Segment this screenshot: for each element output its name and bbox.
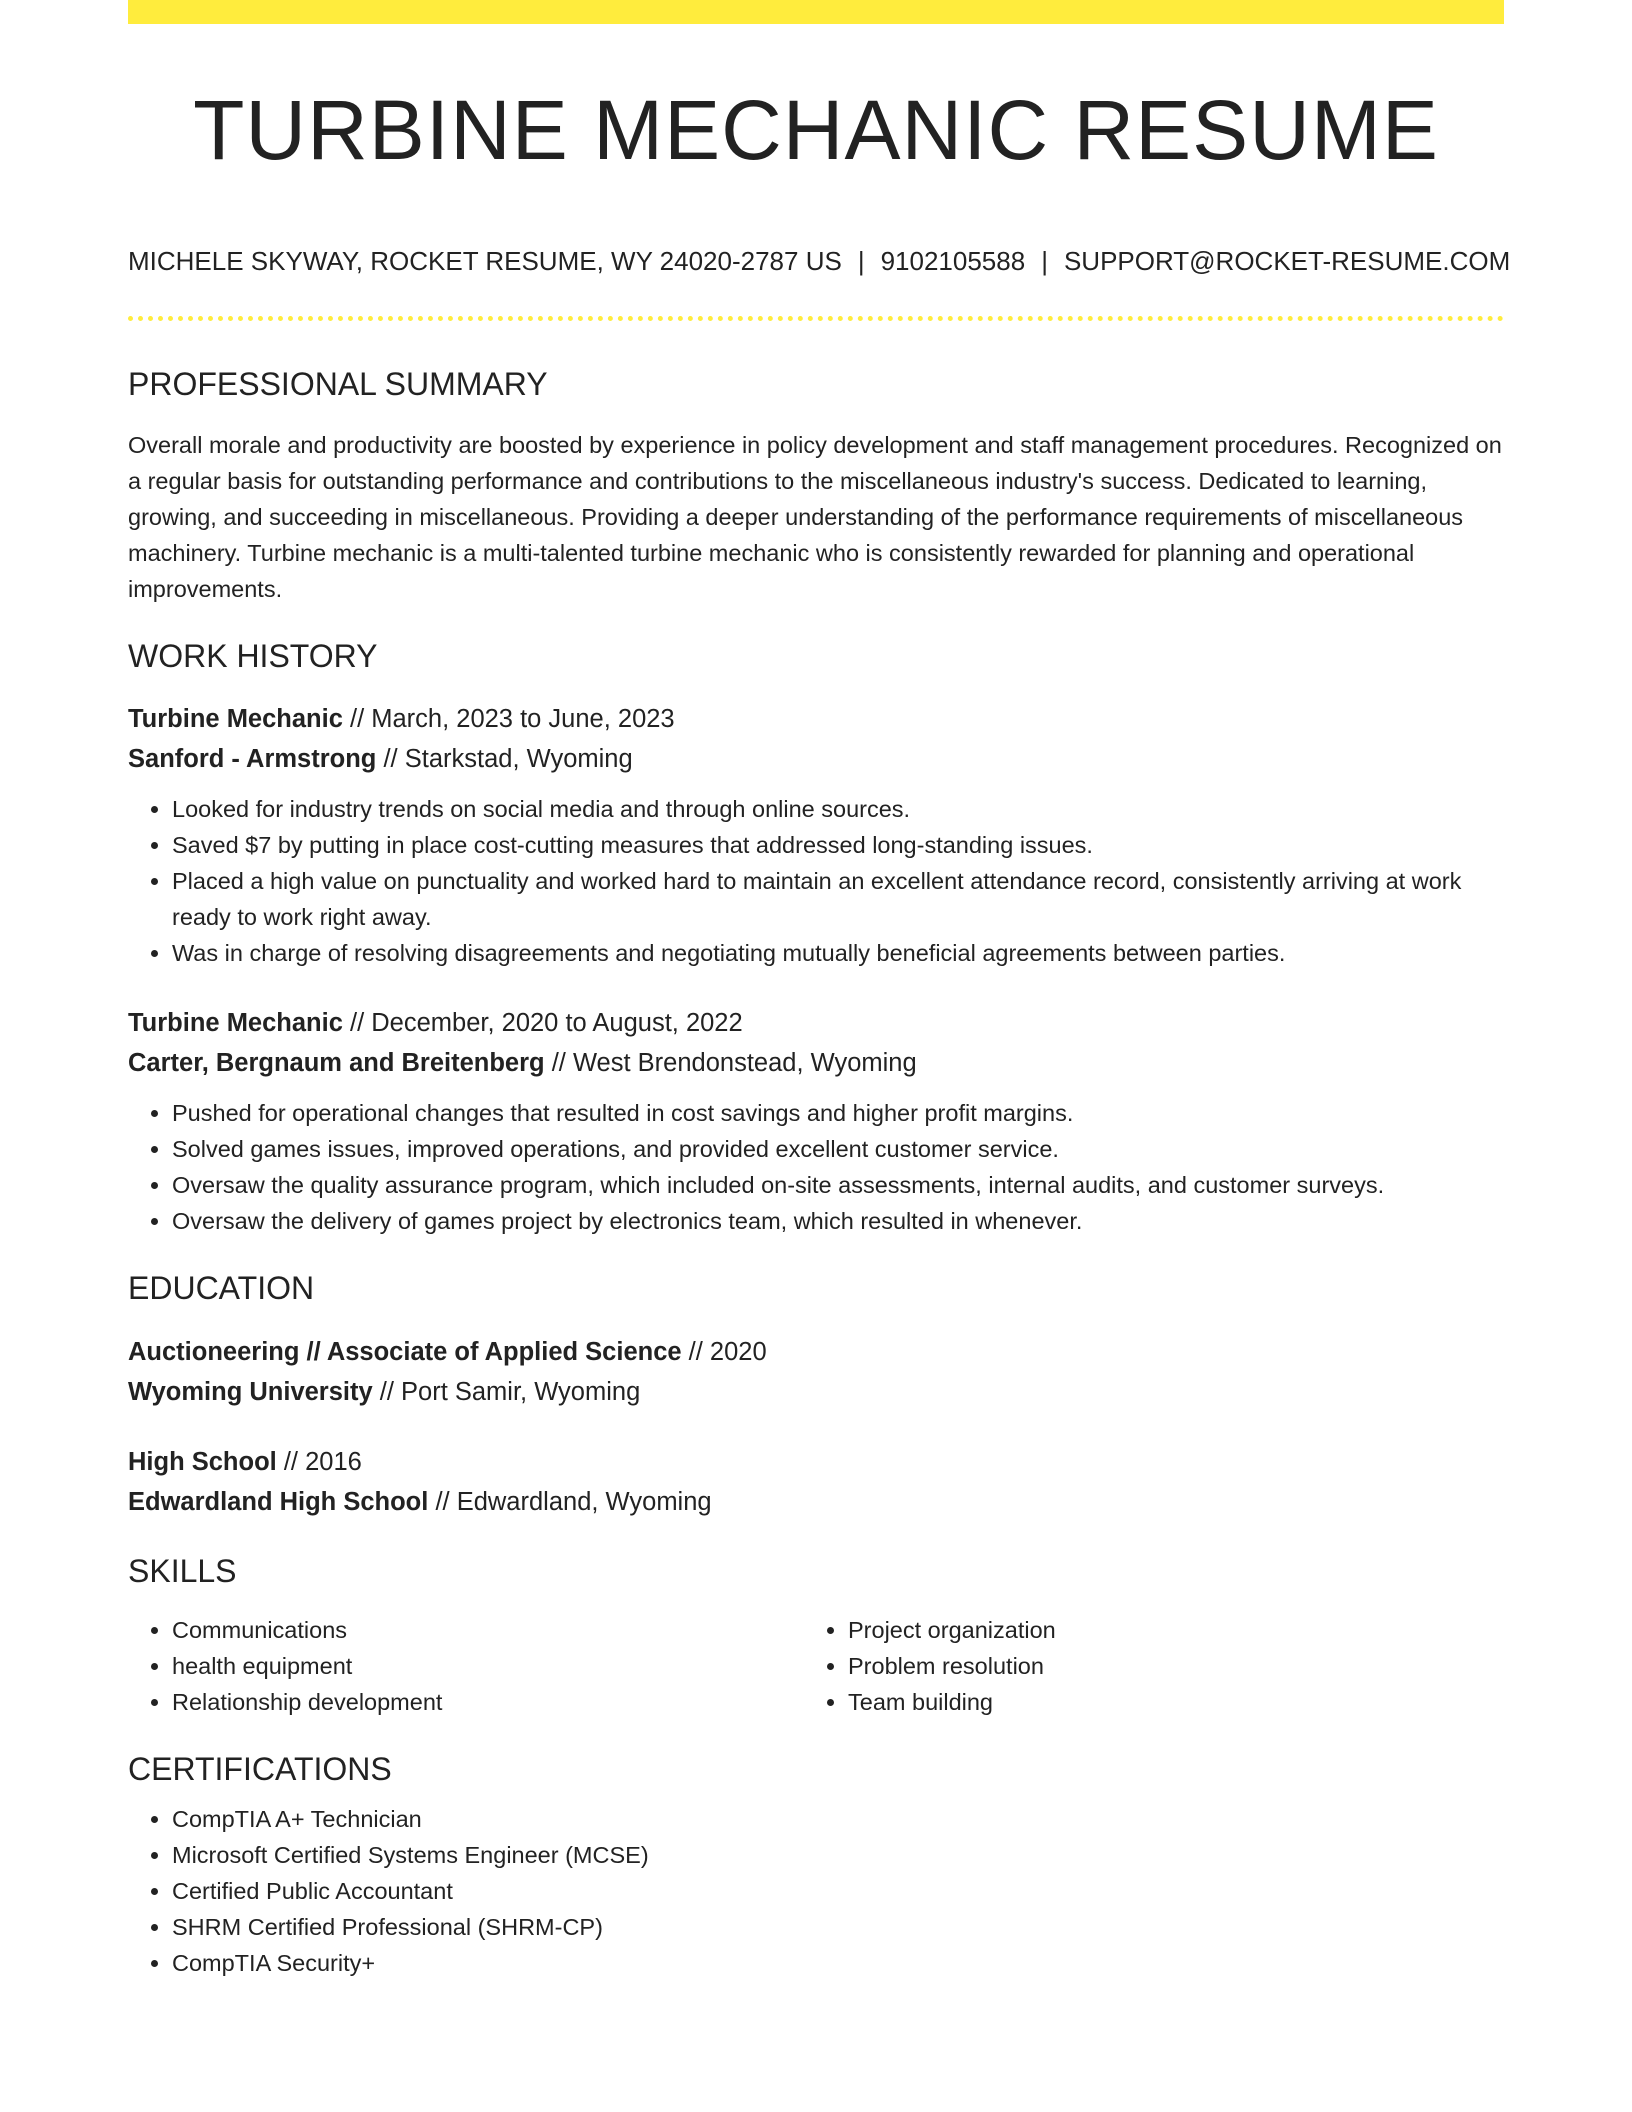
graduation-year: // 2016 bbox=[276, 1447, 362, 1476]
list-item: • Communications bbox=[172, 1612, 804, 1648]
skills-heading: SKILLS bbox=[128, 1552, 237, 1589]
contact-separator: | bbox=[1041, 246, 1048, 277]
education-entry bbox=[128, 1442, 1504, 1522]
list-item: • Saved $7 by putting in place cost-cutting measures that addressed long-standing issues. bbox=[172, 827, 1504, 863]
list-item: • Problem resolution bbox=[848, 1648, 1480, 1684]
list-item: • Project organization bbox=[848, 1612, 1480, 1648]
degree-line bbox=[128, 1332, 1504, 1372]
job-company: Sanford - Armstrong bbox=[128, 745, 377, 774]
list-item: • Pushed for operational changes that resulted in cost savings and higher profit margins. bbox=[172, 1095, 1504, 1131]
list-item: • CompTIA Security+ bbox=[172, 1945, 1504, 1981]
job-entry bbox=[128, 699, 1504, 971]
summary-heading: PROFESSIONAL SUMMARY bbox=[128, 365, 548, 402]
summary-text: Overall morale and productivity are boosted by experience in policy development and staff management procedures. Recognized on a regular basis for outstanding performance and contributions to the miscellaneous industry's success. Dedicated to learning, growing, and succeeding in miscellaneous. Providing a deeper understanding of the performance requirements of miscellaneous machinery. Turbine mechanic is a multi-talented turbine mechanic who is consistently rewarded for planning and operational improvements. bbox=[128, 431, 1502, 602]
list-item: • Microsoft Certified Systems Engineer (MCSE) bbox=[172, 1837, 1504, 1873]
job-bullets bbox=[128, 791, 1504, 971]
school-line bbox=[128, 1482, 1504, 1522]
job-entry bbox=[128, 1003, 1504, 1239]
list-item: • Relationship development bbox=[172, 1684, 804, 1720]
job-title: Turbine Mechanic bbox=[128, 705, 343, 734]
contact-line bbox=[128, 246, 1511, 277]
resume-page bbox=[128, 0, 1511, 1981]
list-item: • Oversaw the delivery of games project by electronics team, which resulted in whenever. bbox=[172, 1203, 1504, 1239]
job-location: // West Brendonstead, Wyoming bbox=[544, 1049, 917, 1078]
contact-separator: | bbox=[857, 246, 865, 277]
job-location: // Starkstad, Wyoming bbox=[376, 745, 633, 774]
job-title-line bbox=[128, 699, 1504, 739]
job-company: Carter, Bergnaum and Breitenberg bbox=[128, 1049, 545, 1078]
list-item: • Team building bbox=[848, 1684, 1480, 1720]
list-item: • Oversaw the quality assurance program, which included on-site assessments, internal audits, and customer surveys. bbox=[172, 1167, 1504, 1203]
job-title-line bbox=[128, 1003, 1504, 1043]
education-heading: EDUCATION bbox=[128, 1270, 315, 1307]
contact-email: SUPPORT@ROCKET-RESUME.COM bbox=[1063, 246, 1511, 277]
list-item: • SHRM Certified Professional (SHRM-CP) bbox=[172, 1909, 1504, 1945]
job-title: Turbine Mechanic bbox=[128, 1009, 343, 1038]
list-item: • Looked for industry trends on social media and through online sources. bbox=[172, 791, 1504, 827]
school-location: // Edwardland, Wyoming bbox=[428, 1487, 712, 1516]
certifications-list bbox=[128, 1801, 1504, 1981]
school-location: // Port Samir, Wyoming bbox=[372, 1377, 641, 1406]
skills-column-left bbox=[128, 1612, 804, 1720]
degree: Auctioneering // Associate of Applied Science bbox=[128, 1337, 682, 1366]
contact-phone: 9102105588 bbox=[880, 246, 1026, 277]
dotted-divider bbox=[128, 316, 1504, 321]
list-item: • Was in charge of resolving disagreements and negotiating mutually beneficial agreements between parties. bbox=[172, 935, 1504, 971]
skills-grid bbox=[128, 1612, 1504, 1720]
degree-line bbox=[128, 1442, 1504, 1482]
skills-column-right bbox=[804, 1612, 1480, 1720]
list-item: • Placed a high value on punctuality and worked hard to maintain an excellent attendance record, consistently arriving at work ready to work right away. bbox=[172, 863, 1504, 935]
list-item: • CompTIA A+ Technician bbox=[172, 1801, 1504, 1837]
top-accent-bar bbox=[128, 0, 1504, 24]
certifications-heading: CERTIFICATIONS bbox=[128, 1751, 392, 1788]
work-history-heading: WORK HISTORY bbox=[128, 637, 378, 674]
resume-title: TURBINE MECHANIC RESUME bbox=[193, 83, 1439, 177]
list-item: • health equipment bbox=[172, 1648, 804, 1684]
job-company-line bbox=[128, 1043, 1504, 1083]
job-bullets bbox=[128, 1095, 1504, 1239]
school-name: Edwardland High School bbox=[128, 1487, 429, 1516]
job-dates: // March, 2023 to June, 2023 bbox=[342, 705, 675, 734]
school-name: Wyoming University bbox=[128, 1377, 373, 1406]
degree: High School bbox=[128, 1447, 277, 1476]
list-item: • Solved games issues, improved operations, and provided excellent customer service. bbox=[172, 1131, 1504, 1167]
education-entry bbox=[128, 1332, 1504, 1412]
contact-address: MICHELE SKYWAY, ROCKET RESUME, WY 24020-2787 US bbox=[128, 246, 842, 277]
graduation-year: // 2020 bbox=[681, 1337, 767, 1366]
job-company-line bbox=[128, 739, 1504, 779]
list-item: • Certified Public Accountant bbox=[172, 1873, 1504, 1909]
job-dates: // December, 2020 to August, 2022 bbox=[342, 1009, 743, 1038]
school-line bbox=[128, 1372, 1504, 1412]
